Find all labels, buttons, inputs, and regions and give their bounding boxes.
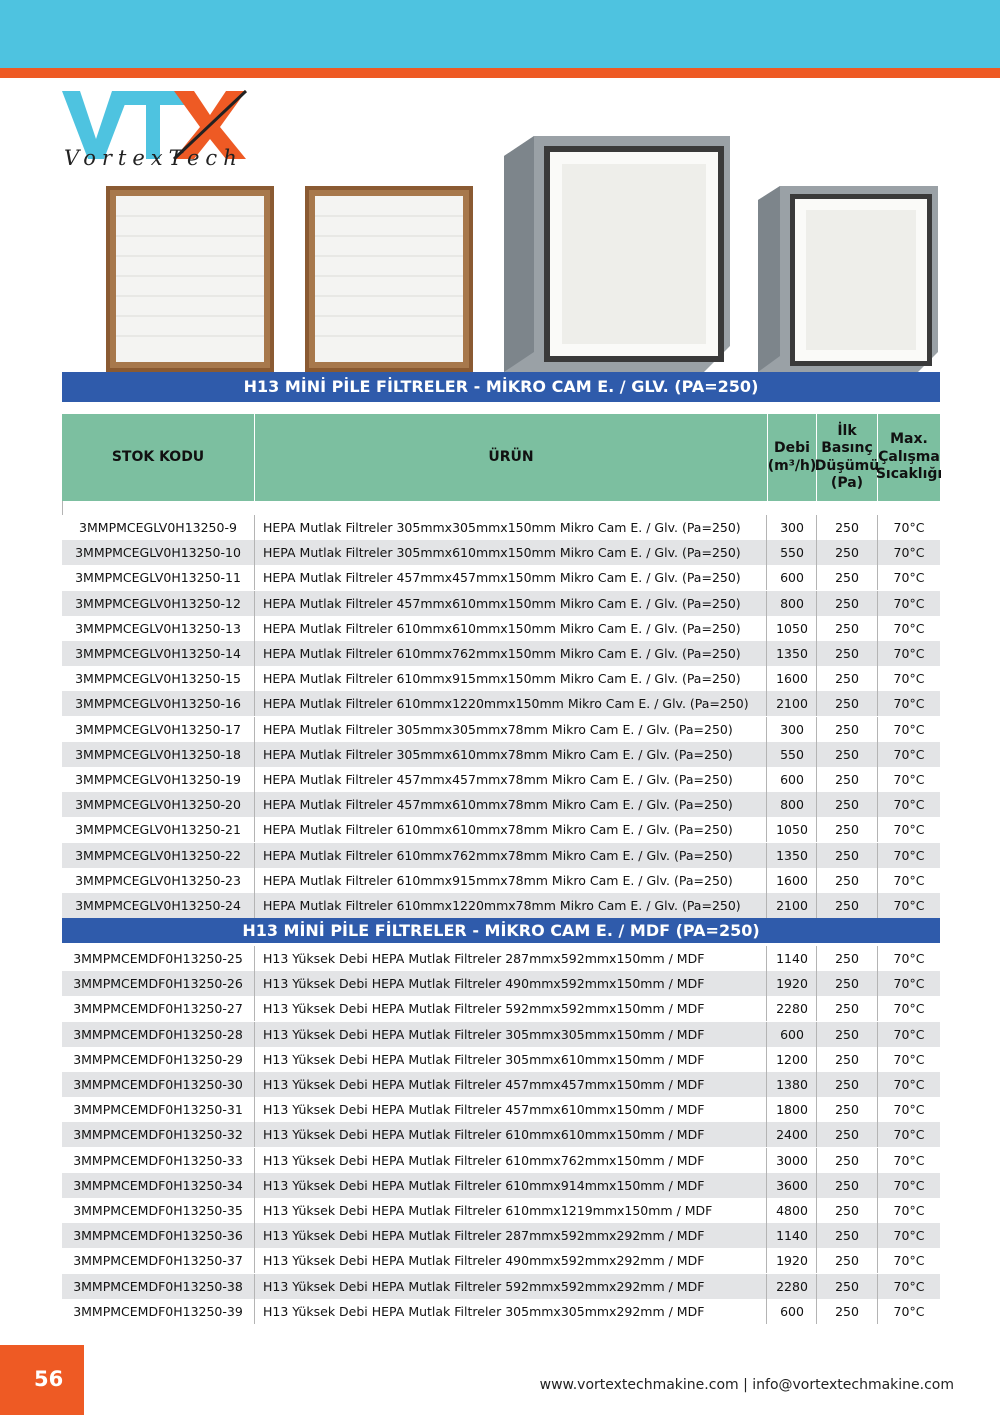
cell-pressure: 250 xyxy=(817,1072,878,1097)
cell-flow: 1350 xyxy=(768,641,817,666)
cell-product: HEPA Mutlak Filtreler 305mmx610mmx78mm Mikro Cam E. / Glv. (Pa=250) xyxy=(255,742,767,767)
cell-flow: 1350 xyxy=(768,843,817,868)
cell-temperature: 70°C xyxy=(893,1051,925,1067)
cell-flow: 800 xyxy=(768,591,817,616)
table-row xyxy=(62,1122,940,1147)
cell-pressure: 250 xyxy=(817,946,878,971)
cell-pressure: 250 xyxy=(817,1299,878,1324)
table-row xyxy=(62,767,940,792)
cell-stock-code: 3MMPMCEMDF0H13250-35 xyxy=(62,1198,255,1223)
cell-flow: 1920 xyxy=(768,971,817,996)
table-row xyxy=(62,1022,940,1047)
header-flow: Debi (m³/h) xyxy=(768,414,817,501)
section-title-glv: H13 MİNİ PİLE FİLTRELER - MİKRO CAM E. / GLV. (PA=250) xyxy=(62,372,940,402)
cell-pressure: 250 xyxy=(817,1173,878,1198)
table-row xyxy=(62,666,940,691)
page-number: 56 xyxy=(34,1367,64,1391)
table-row xyxy=(62,616,940,641)
cell-temperature: 70°C xyxy=(893,797,925,813)
cell-pressure: 250 xyxy=(817,971,878,996)
cell-product: H13 Yüksek Debi HEPA Mutlak Filtreler 490mmx592mmx292mm / MDF xyxy=(255,1248,767,1273)
cell-product: H13 Yüksek Debi HEPA Mutlak Filtreler 457mmx610mmx150mm / MDF xyxy=(255,1097,767,1122)
table-row xyxy=(62,1173,940,1198)
cell-temperature: 70°C xyxy=(893,1228,925,1244)
table-row xyxy=(62,742,940,767)
cell-temperature: 70°C xyxy=(893,847,925,863)
cell-product: H13 Yüksek Debi HEPA Mutlak Filtreler 610mmx914mmx150mm / MDF xyxy=(255,1173,767,1198)
cell-stock-code: 3MMPMCEMDF0H13250-30 xyxy=(62,1072,255,1097)
cell-flow: 2280 xyxy=(768,996,817,1021)
cell-pressure: 250 xyxy=(817,742,878,767)
cell-stock-code: 3MMPMCEGLV0H13250-10 xyxy=(62,540,255,565)
cell-stock-code: 3MMPMCEMDF0H13250-27 xyxy=(62,996,255,1021)
cell-flow: 1380 xyxy=(768,1072,817,1097)
cell-product: HEPA Mutlak Filtreler 610mmx1220mmx78mm Mikro Cam E. / Glv. (Pa=250) xyxy=(255,893,767,918)
cell-stock-code: 3MMPMCEGLV0H13250-22 xyxy=(62,843,255,868)
table-header xyxy=(62,414,943,501)
cell-pressure: 250 xyxy=(817,1198,878,1223)
table-row xyxy=(62,1047,940,1072)
cell-stock-code: 3MMPMCEGLV0H13250-20 xyxy=(62,792,255,817)
header-stock-code: STOK KODU xyxy=(62,414,255,501)
cell-temperature: 70°C xyxy=(893,1203,925,1218)
cell-product: H13 Yüksek Debi HEPA Mutlak Filtreler 305mmx610mmx150mm / MDF xyxy=(255,1047,767,1072)
cell-temperature: 70°C xyxy=(893,872,925,888)
header-temperature: Max. Çalışma Sıcaklığı xyxy=(875,431,943,483)
cell-flow: 300 xyxy=(768,515,817,540)
table-row xyxy=(62,971,940,996)
table-row xyxy=(62,1248,940,1273)
cell-product: HEPA Mutlak Filtreler 610mmx1220mmx150mm Mikro Cam E. / Glv. (Pa=250) xyxy=(255,691,767,716)
cell-flow: 2400 xyxy=(768,1122,817,1147)
cell-pressure: 250 xyxy=(817,717,878,742)
cell-flow: 1600 xyxy=(768,666,817,691)
cell-pressure: 250 xyxy=(817,591,878,616)
cell-stock-code: 3MMPMCEGLV0H13250-19 xyxy=(62,767,255,792)
cell-stock-code: 3MMPMCEGLV0H13250-14 xyxy=(62,641,255,666)
cell-pressure: 250 xyxy=(817,691,878,716)
cell-temperature: 70°C xyxy=(893,898,925,913)
cell-temperature: 70°C xyxy=(893,545,925,561)
cell-temperature: 70°C xyxy=(893,595,925,611)
table-row xyxy=(62,540,940,565)
cell-temperature: 70°C xyxy=(893,1253,925,1269)
cell-temperature: 70°C xyxy=(893,1026,925,1042)
header-cyan-band xyxy=(0,0,1000,68)
table-row xyxy=(62,946,940,971)
cell-product: HEPA Mutlak Filtreler 610mmx762mmx150mm Mikro Cam E. / Glv. (Pa=250) xyxy=(255,641,767,666)
cell-flow: 1200 xyxy=(768,1047,817,1072)
cell-temperature: 70°C xyxy=(893,1127,925,1143)
cell-pressure: 250 xyxy=(817,1097,878,1122)
cell-product: HEPA Mutlak Filtreler 305mmx305mmx150mm Mikro Cam E. / Glv. (Pa=250) xyxy=(255,515,767,540)
cell-flow: 3600 xyxy=(768,1173,817,1198)
filter-image-4 xyxy=(758,186,938,372)
cell-flow: 2280 xyxy=(768,1274,817,1299)
cell-flow: 3000 xyxy=(768,1148,817,1173)
table-row xyxy=(62,1198,940,1223)
cell-stock-code: 3MMPMCEMDF0H13250-29 xyxy=(62,1047,255,1072)
header-gap xyxy=(62,501,940,515)
cell-pressure: 250 xyxy=(817,1148,878,1173)
cell-stock-code: 3MMPMCEGLV0H13250-17 xyxy=(62,717,255,742)
cell-flow: 2100 xyxy=(768,691,817,716)
cell-stock-code: 3MMPMCEGLV0H13250-18 xyxy=(62,742,255,767)
table-row xyxy=(62,691,940,716)
cell-flow: 600 xyxy=(768,1299,817,1324)
footer-orange-line xyxy=(84,1345,1000,1355)
cell-temperature: 70°C xyxy=(893,1278,925,1294)
cell-pressure: 250 xyxy=(817,1223,878,1248)
header-product: ÜRÜN xyxy=(255,414,768,501)
cell-stock-code: 3MMPMCEMDF0H13250-38 xyxy=(62,1274,255,1299)
cell-product: HEPA Mutlak Filtreler 305mmx305mmx78mm Mikro Cam E. / Glv. (Pa=250) xyxy=(255,717,767,742)
cell-temperature: 70°C xyxy=(893,746,925,762)
cell-pressure: 250 xyxy=(817,817,878,842)
table-row xyxy=(62,792,940,817)
cell-product: H13 Yüksek Debi HEPA Mutlak Filtreler 305mmx305mmx150mm / MDF xyxy=(255,1022,767,1047)
cell-product: H13 Yüksek Debi HEPA Mutlak Filtreler 305mmx305mmx292mm / MDF xyxy=(255,1299,767,1324)
table-row xyxy=(62,565,940,590)
cell-product: HEPA Mutlak Filtreler 610mmx915mmx150mm Mikro Cam E. / Glv. (Pa=250) xyxy=(255,666,767,691)
cell-flow: 1920 xyxy=(768,1248,817,1273)
table-row xyxy=(62,717,940,742)
cell-stock-code: 3MMPMCEGLV0H13250-11 xyxy=(62,565,255,590)
cell-flow: 550 xyxy=(768,540,817,565)
cell-temperature: 70°C xyxy=(893,620,925,636)
cell-flow: 1140 xyxy=(768,1223,817,1248)
section-title-mdf: H13 MİNİ PİLE FİLTRELER - MİKRO CAM E. / MDF (PA=250) xyxy=(62,918,940,943)
cell-stock-code: 3MMPMCEMDF0H13250-31 xyxy=(62,1097,255,1122)
cell-stock-code: 3MMPMCEMDF0H13250-36 xyxy=(62,1223,255,1248)
cell-temperature: 70°C xyxy=(893,1102,925,1118)
table-row xyxy=(62,893,940,918)
cell-product: HEPA Mutlak Filtreler 457mmx610mmx78mm Mikro Cam E. / Glv. (Pa=250) xyxy=(255,792,767,817)
cell-temperature: 70°C xyxy=(893,721,925,737)
cell-pressure: 250 xyxy=(817,515,878,540)
table-row xyxy=(62,1148,940,1173)
cell-temperature: 70°C xyxy=(893,520,925,535)
table-row xyxy=(62,591,940,616)
cell-stock-code: 3MMPMCEMDF0H13250-28 xyxy=(62,1022,255,1047)
cell-stock-code: 3MMPMCEMDF0H13250-33 xyxy=(62,1148,255,1173)
cell-pressure: 250 xyxy=(817,540,878,565)
cell-flow: 2100 xyxy=(768,893,817,918)
cell-product: H13 Yüksek Debi HEPA Mutlak Filtreler 457mmx457mmx150mm / MDF xyxy=(255,1072,767,1097)
cell-product: H13 Yüksek Debi HEPA Mutlak Filtreler 287mmx592mmx292mm / MDF xyxy=(255,1223,767,1248)
cell-flow: 800 xyxy=(768,792,817,817)
cell-stock-code: 3MMPMCEMDF0H13250-32 xyxy=(62,1122,255,1147)
cell-product: H13 Yüksek Debi HEPA Mutlak Filtreler 592mmx592mmx292mm / MDF xyxy=(255,1274,767,1299)
cell-product: HEPA Mutlak Filtreler 457mmx457mmx150mm Mikro Cam E. / Glv. (Pa=250) xyxy=(255,565,767,590)
table-row xyxy=(62,817,940,842)
cell-pressure: 250 xyxy=(817,767,878,792)
cell-temperature: 70°C xyxy=(893,1303,925,1319)
cell-stock-code: 3MMPMCEGLV0H13250-15 xyxy=(62,666,255,691)
cell-stock-code: 3MMPMCEMDF0H13250-37 xyxy=(62,1248,255,1273)
cell-flow: 1050 xyxy=(768,616,817,641)
cell-pressure: 250 xyxy=(817,1122,878,1147)
header-pressure: İlk Basınç Düşümü (Pa) xyxy=(817,414,878,501)
cell-product: H13 Yüksek Debi HEPA Mutlak Filtreler 610mmx610mmx150mm / MDF xyxy=(255,1122,767,1147)
table-row xyxy=(62,1299,940,1324)
cell-temperature: 70°C xyxy=(893,1001,925,1017)
cell-flow: 1600 xyxy=(768,868,817,893)
cell-product: HEPA Mutlak Filtreler 610mmx762mmx78mm Mikro Cam E. / Glv. (Pa=250) xyxy=(255,843,767,868)
cell-pressure: 250 xyxy=(817,641,878,666)
table-row xyxy=(62,996,940,1021)
cell-pressure: 250 xyxy=(817,792,878,817)
cell-stock-code: 3MMPMCEMDF0H13250-34 xyxy=(62,1173,255,1198)
footer-contact: www.vortextechmakine.com | info@vortextechmakine.com xyxy=(539,1377,954,1393)
cell-product: HEPA Mutlak Filtreler 457mmx457mmx78mm Mikro Cam E. / Glv. (Pa=250) xyxy=(255,767,767,792)
cell-stock-code: 3MMPMCEMDF0H13250-26 xyxy=(62,971,255,996)
cell-stock-code: 3MMPMCEMDF0H13250-25 xyxy=(62,946,255,971)
cell-flow: 1140 xyxy=(768,946,817,971)
cell-pressure: 250 xyxy=(817,565,878,590)
cell-pressure: 250 xyxy=(817,868,878,893)
cell-temperature: 70°C xyxy=(893,1152,925,1168)
cell-pressure: 250 xyxy=(817,843,878,868)
cell-temperature: 70°C xyxy=(893,570,925,586)
cell-flow: 600 xyxy=(768,1022,817,1047)
cell-flow: 1050 xyxy=(768,817,817,842)
table-row xyxy=(62,515,940,540)
cell-stock-code: 3MMPMCEGLV0H13250-16 xyxy=(62,691,255,716)
cell-product: HEPA Mutlak Filtreler 457mmx610mmx150mm Mikro Cam E. / Glv. (Pa=250) xyxy=(255,591,767,616)
cell-flow: 600 xyxy=(768,767,817,792)
cell-pressure: 250 xyxy=(817,996,878,1021)
cell-pressure: 250 xyxy=(817,1047,878,1072)
cell-flow: 1800 xyxy=(768,1097,817,1122)
cell-flow: 550 xyxy=(768,742,817,767)
table-row xyxy=(62,641,940,666)
brand-name: VortexTech xyxy=(64,146,243,170)
table-row xyxy=(62,868,940,893)
cell-temperature: 70°C xyxy=(893,646,925,661)
filter-image-1 xyxy=(106,186,274,372)
cell-pressure: 250 xyxy=(817,1274,878,1299)
table-row xyxy=(62,1274,940,1299)
cell-pressure: 250 xyxy=(817,1248,878,1273)
cell-flow: 600 xyxy=(768,565,817,590)
cell-product: H13 Yüksek Debi HEPA Mutlak Filtreler 610mmx1219mmx150mm / MDF xyxy=(255,1198,767,1223)
cell-temperature: 70°C xyxy=(893,822,925,838)
cell-stock-code: 3MMPMCEGLV0H13250-21 xyxy=(62,817,255,842)
cell-stock-code: 3MMPMCEGLV0H13250-24 xyxy=(62,893,255,918)
cell-flow: 300 xyxy=(768,717,817,742)
cell-pressure: 250 xyxy=(817,1022,878,1047)
cell-pressure: 250 xyxy=(817,893,878,918)
cell-temperature: 70°C xyxy=(893,772,925,787)
table-row xyxy=(62,1223,940,1248)
cell-temperature: 70°C xyxy=(893,1177,925,1193)
cell-product: H13 Yüksek Debi HEPA Mutlak Filtreler 287mmx592mmx150mm / MDF xyxy=(255,946,767,971)
filter-image-2 xyxy=(305,186,473,372)
cell-stock-code: 3MMPMCEGLV0H13250-9 xyxy=(62,515,255,540)
cell-product: HEPA Mutlak Filtreler 305mmx610mmx150mm Mikro Cam E. / Glv. (Pa=250) xyxy=(255,540,767,565)
cell-stock-code: 3MMPMCEGLV0H13250-13 xyxy=(62,616,255,641)
cell-product: HEPA Mutlak Filtreler 610mmx610mmx150mm Mikro Cam E. / Glv. (Pa=250) xyxy=(255,616,767,641)
cell-temperature: 70°C xyxy=(893,1077,925,1092)
cell-stock-code: 3MMPMCEGLV0H13250-12 xyxy=(62,591,255,616)
cell-product: HEPA Mutlak Filtreler 610mmx610mmx78mm Mikro Cam E. / Glv. (Pa=250) xyxy=(255,817,767,842)
table-row xyxy=(62,1072,940,1097)
cell-temperature: 70°C xyxy=(893,976,925,992)
cell-temperature: 70°C xyxy=(893,671,925,687)
cell-product: H13 Yüksek Debi HEPA Mutlak Filtreler 592mmx592mmx150mm / MDF xyxy=(255,996,767,1021)
cell-pressure: 250 xyxy=(817,616,878,641)
cell-product: H13 Yüksek Debi HEPA Mutlak Filtreler 490mmx592mmx150mm / MDF xyxy=(255,971,767,996)
cell-product: H13 Yüksek Debi HEPA Mutlak Filtreler 610mmx762mmx150mm / MDF xyxy=(255,1148,767,1173)
cell-stock-code: 3MMPMCEGLV0H13250-23 xyxy=(62,868,255,893)
cell-pressure: 250 xyxy=(817,666,878,691)
cell-stock-code: 3MMPMCEMDF0H13250-39 xyxy=(62,1299,255,1324)
cell-temperature: 70°C xyxy=(893,696,925,712)
filter-image-3 xyxy=(504,136,730,372)
cell-flow: 4800 xyxy=(768,1198,817,1223)
table-row xyxy=(62,1097,940,1122)
table-row xyxy=(62,843,940,868)
cell-product: HEPA Mutlak Filtreler 610mmx915mmx78mm Mikro Cam E. / Glv. (Pa=250) xyxy=(255,868,767,893)
cell-temperature: 70°C xyxy=(893,951,925,966)
